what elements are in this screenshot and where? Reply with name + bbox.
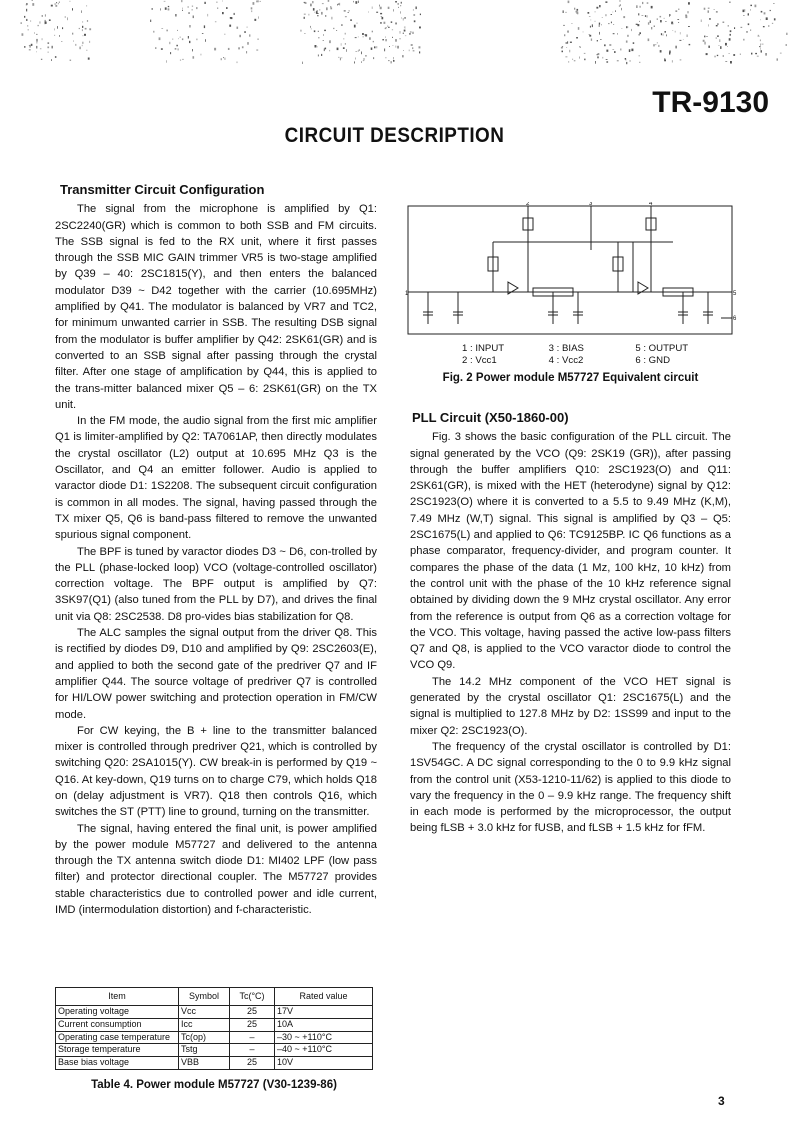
paragraph: For CW keying, the B + line to the transmitter balanced mixer is controlled through predriver Q21, which is controlled by switching Q20: 2SA1015(Y). CW break-in is performed by Q19 ~ Q16. At key-down, Q19 turns on to charge C79, which holds Q18 on (delay adjustment is VR7). Q18 then controls Q16, which switches the ST (PTT) line to ground, turning on the transmitter. [55,724,377,819]
table-row [56,1018,373,1031]
legend-item: 2 : Vcc1 [462,354,497,366]
paragraph: The ALC samples the signal output from the driver Q8. This is rectified by diodes D9, D10 and amplified by Q9: 2SC2603(E), and applied to both the second gate of the predriver Q7 and IF amplifier Q44. The source voltage of predriver Q7 is controlled for HI/LOW power switching and protection operation in FM/CW mode. [55,627,377,721]
paragraph: The BPF is tuned by varactor diodes D3 ~ D6, con-trolled by the PLL (phase-locked loop) VCO (voltage-controlled oscillator) correction voltage. The BPF output is amplified by Q7: 3SK97(Q1) (also tuned from the PLL by D7), and drives the final unit via Q8: 2SC2538. D8 pro-vides bias stabilization for Q8. [55,545,377,623]
table-cell: Storage temperature [56,1044,179,1057]
pll-section [410,410,731,837]
table-row [56,1057,373,1070]
table-cell: – [230,1031,275,1044]
table-cell: Current consumption [56,1018,179,1031]
pin-label: 3 [589,202,593,207]
paragraph: The 14.2 MHz component of the VCO HET signal is generated by the crystal oscillator Q1: 2SC1675(L) and the signal is multiplied to 127.8 MHz by D2: 1SS99 and input to the mixer Q2: 2SC1923(O). [410,675,731,737]
legend-item: 4 : Vcc2 [548,354,584,366]
table-cell: 25 [230,1057,275,1070]
table-cell: Tc(op) [179,1031,230,1044]
transmitter-heading: Transmitter Circuit Configuration [60,182,265,197]
column-header: Tc(°C) [230,988,275,1006]
column-header: Item [56,988,179,1006]
model-number: TR-9130 [652,86,769,119]
power-module-table [55,987,373,1070]
table-cell: 25 [230,1006,275,1019]
legend-item: 1 : INPUT [462,343,505,354]
equivalent-circuit-diagram [403,202,738,342]
pll-heading: PLL Circuit (X50-1860-00) [412,410,569,425]
paragraph: In the FM mode, the audio signal from the first mic amplifier Q1 is limiter-amplified by Q2: TA7061AP, then directly modulates the crystal oscillator (L2) output at 10.695 MHz Q3 is the Oscillator, and Q4 an emitter follower. Audio is applied to varactor diode D1: 1S2208. The subsequent circuit configuration is common in all modes. The signal, having passed through the TX mixer Q5, Q6 is band-pass filtered to remove the unwanted spurious signal component. [55,415,377,542]
table-cell: 17V [275,1006,373,1019]
paragraph: The frequency of the crystal oscillator is controlled by D1: 1SV54GC. A DC signal corresponding to the 0 to 9.9 kHz signal from the control unit (X53-1210-11/62) is applied to this diode to vary the frequency in the 0 – 9.9 kHz range. The frequency shift in each mode is performed by the microprocessor, the output being fLSB + 3.0 kHz for fUSB, and fLSB + 1.5 kHz for fFM. [410,740,731,835]
page-title: CIRCUIT DESCRIPTION [284,124,505,147]
pin-label: 6 [733,316,737,322]
table-cell: –30 ~ +110°C [275,1031,373,1044]
pin-label: 2 [526,202,530,207]
page-number: 3 [718,1094,725,1108]
paragraph: The signal, having entered the final unit, is power amplified by the power module M57727 and delivered to the antenna through the TX antenna switch diode D1: MI402 LPF (low pass filter) and protector directional coupler. The M57727 provides stable characteristics due to controlled power and idle current, IMD (intermodulation distortion) and f-characteristic. [55,822,377,917]
table-row [56,1044,373,1057]
column-header: Symbol [179,988,230,1006]
legend-item: 5 : OUTPUT [635,343,689,354]
figure-legend [462,343,722,366]
legend-item: 6 : GND [635,354,670,366]
table-cell: Operating voltage [56,1006,179,1019]
pin-label: 5 [733,291,737,297]
table-cell: –40 ~ +110°C [275,1044,373,1057]
table-row [56,1031,373,1044]
column-header: Rated value [275,988,373,1006]
table-cell: 10V [275,1057,373,1070]
table-cell: Operating case temperature [56,1031,179,1044]
pin-label: 4 [649,202,653,207]
table-cell: 25 [230,1018,275,1031]
transmitter-section [55,182,377,918]
table-cell: Base bias voltage [56,1057,179,1070]
legend-item: 3 : BIAS [548,343,584,354]
paragraph: The signal from the microphone is amplified by Q1: 2SC2240(GR) which is common to both SSB and FM circuits. The SSB signal is fed to the RX unit, where it first passes through the SSB MIC GAIN trimmer VR5 is two-stage amplified by Q39 – 40: 2SC1815(Y), and then enters the balanced modulator D39 ~ D42 together with the carrier (10.695MHz) amplified by Q41. The modulator is balanced by VR7 and TC2, for minimum unwanted carrier in SSB. The resulting DSB signal from the modulator is buffer amplifier by Q42: 2SK61(GR) and is converted to an SSB signal after passing through the crystal filter. After one stage of amplification by Q44, this is applied to the trans-mitter balanced mixer Q5 – 6: 2SK61(GR) on the TX unit. [55,203,377,411]
table-header-row [56,988,373,1006]
table-cell: VBB [179,1057,230,1070]
scan-noise-band [0,0,789,72]
table-row [56,1006,373,1019]
table-cell: Tstg [179,1044,230,1057]
table-cell: Icc [179,1018,230,1031]
table-cell: 10A [275,1018,373,1031]
figure-caption: Fig. 2 Power module M57727 Equivalent circuit [442,372,699,384]
paragraph: Fig. 3 shows the basic configuration of the PLL circuit. The signal generated by the VCO (Q9: 2SK19 (GR)), after passing through the buffer amplifiers Q10: 2SC1923(O) and Q11: 2SK61(GR), is mixed with the HET (heterodyne) signal by Q12: 2SC1923(O) where it is converted to a 5.5 to 9.49 MHz (K,M), 7.49 MHz (W,T) signal. This signal is amplified by Q3 – Q5: 2SC1675(L) and applied to Q6: TC9125BP. IC Q6 functions as a phase comparator, frequency-divider, and program counter. It compares the phase of the data (1 Mz, 100 kHz, 10 kHz) from the control unit with the phase of the 10 kHz reference signal obtained by dividing down the 9 MHz crystal oscillator. Any error from the reference is output from Q6 as a correction voltage for the VCO. This voltage, having passed the active low-pass filters Q7 and Q8, is applied to the VCO varactor diode to control the VCO Q9. [410,431,731,672]
pin-label: 1 [405,291,409,297]
table-cell: Vcc [179,1006,230,1019]
table-cell: – [230,1044,275,1057]
table-caption: Table 4. Power module M57727 (V30-1239-86) [91,1079,337,1091]
